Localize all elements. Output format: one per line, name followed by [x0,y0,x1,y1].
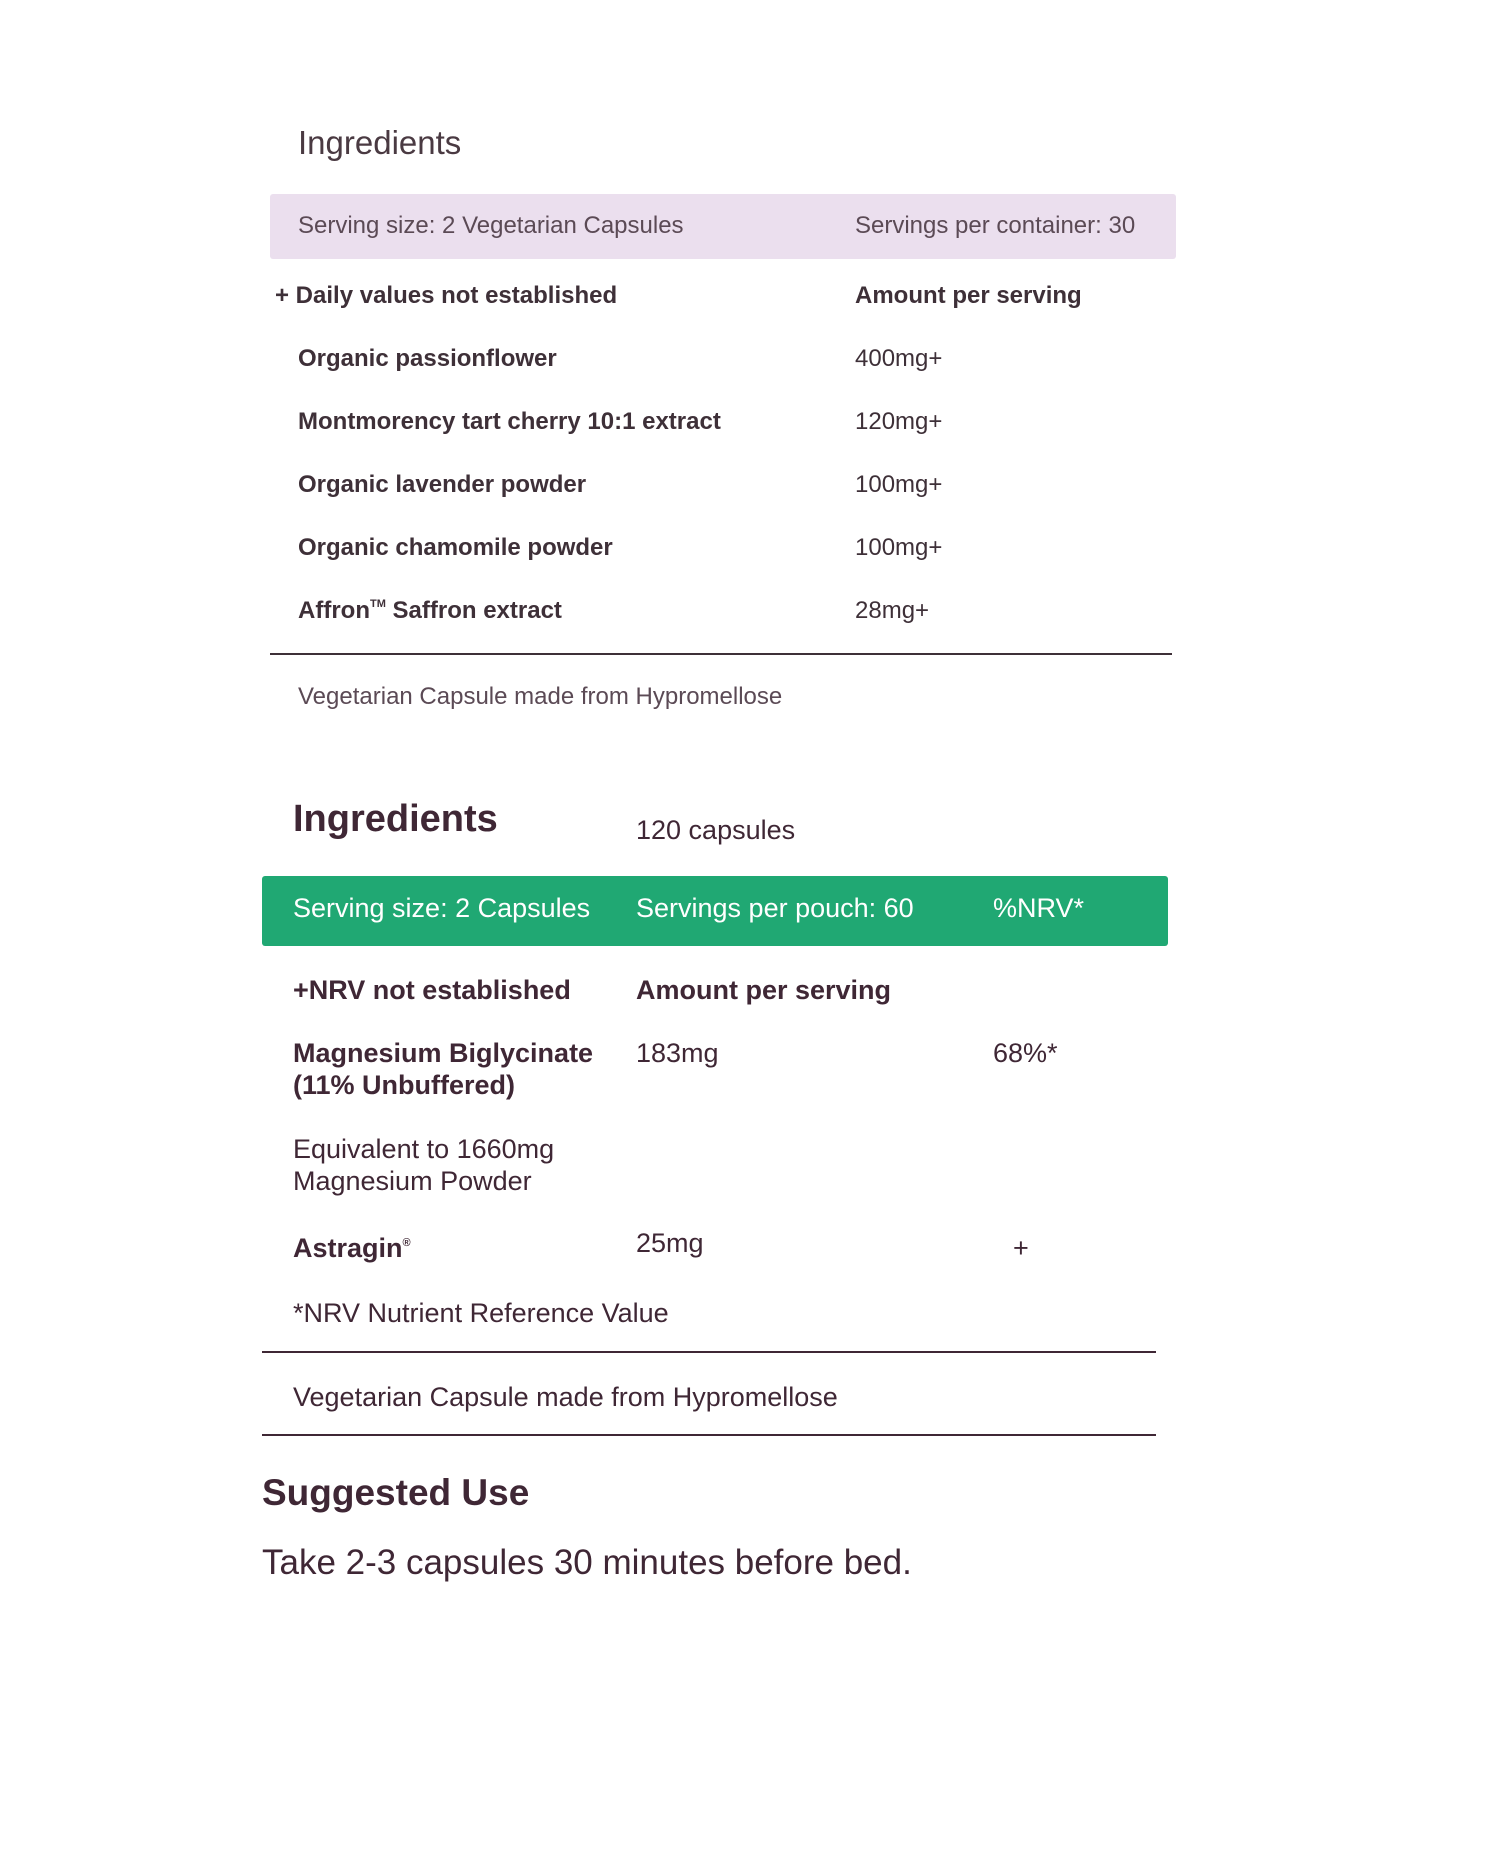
suggested-use-title: Suggested Use [262,1472,530,1513]
panel2-capsule-count: 120 capsules [636,815,796,845]
panel2-serving-size: Serving size: 2 Capsules [293,893,591,923]
panel2-title: Ingredients [293,798,498,840]
panel2-nrv-header: %NRV* [993,893,1085,923]
registered-mark: ® [402,1237,411,1249]
panel2-divider [262,1434,1156,1436]
panel1-ingredient-name: Organic chamomile powder [298,534,613,561]
panel2-amount-header: Amount per serving [636,975,892,1005]
panel1-servings-per-container: Servings per container: 30 [855,212,1136,239]
panel1-ingredient-name: Organic passionflower [298,345,557,372]
panel1-ingredient-amount: 100mg+ [855,534,943,561]
panel2-footnote: *NRV Nutrient Reference Value [293,1298,669,1328]
panel2-nrv-note: +NRV not established [293,975,571,1005]
panel1-divider [270,653,1172,655]
panel2-ingredient-name-astragin: Astragin® [293,1233,411,1263]
panel1-amount-header: Amount per serving [855,282,1082,309]
panel1-ingredient-amount: 28mg+ [855,597,930,624]
panel2-ingredient-name: Magnesium Biglycinate (11% Unbuffered) [293,1038,594,1100]
panel2-divider [262,1351,1156,1353]
panel1-ingredient-amount: 100mg+ [855,471,943,498]
panel1-ingredient-amount: 400mg+ [855,345,943,372]
panel1-ingredient-name: Montmorency tart cherry 10:1 extract [298,408,721,435]
panel2-capsule-note: Vegetarian Capsule made from Hypromellose [293,1382,838,1412]
panel2-equivalent-note: Equivalent to 1660mg Magnesium Powder [293,1134,555,1196]
panel2-servings-per-pouch: Servings per pouch: 60 [636,893,914,923]
panel1-ingredient-name-affron: Affron™ Saffron extract [298,597,562,624]
panel1-daily-values-note: + Daily values not established [275,282,618,309]
suggested-use-text: Take 2-3 capsules 30 minutes before bed. [262,1543,912,1582]
panel1-ingredient-name: Organic lavender powder [298,471,587,498]
panel1-title: Ingredients [298,124,462,161]
panel2-ingredient-nrv: + [1013,1233,1029,1263]
panel1-serving-size: Serving size: 2 Vegetarian Capsules [298,212,684,239]
panel1-capsule-note: Vegetarian Capsule made from Hypromellose [298,683,783,710]
panel2-ingredient-amount: 25mg [636,1228,704,1258]
panel2-ingredient-nrv: 68%* [993,1038,1058,1068]
panel2-ingredient-amount: 183mg [636,1038,719,1068]
trademark-mark: TM [369,598,386,610]
panel1-ingredient-amount: 120mg+ [855,408,943,435]
